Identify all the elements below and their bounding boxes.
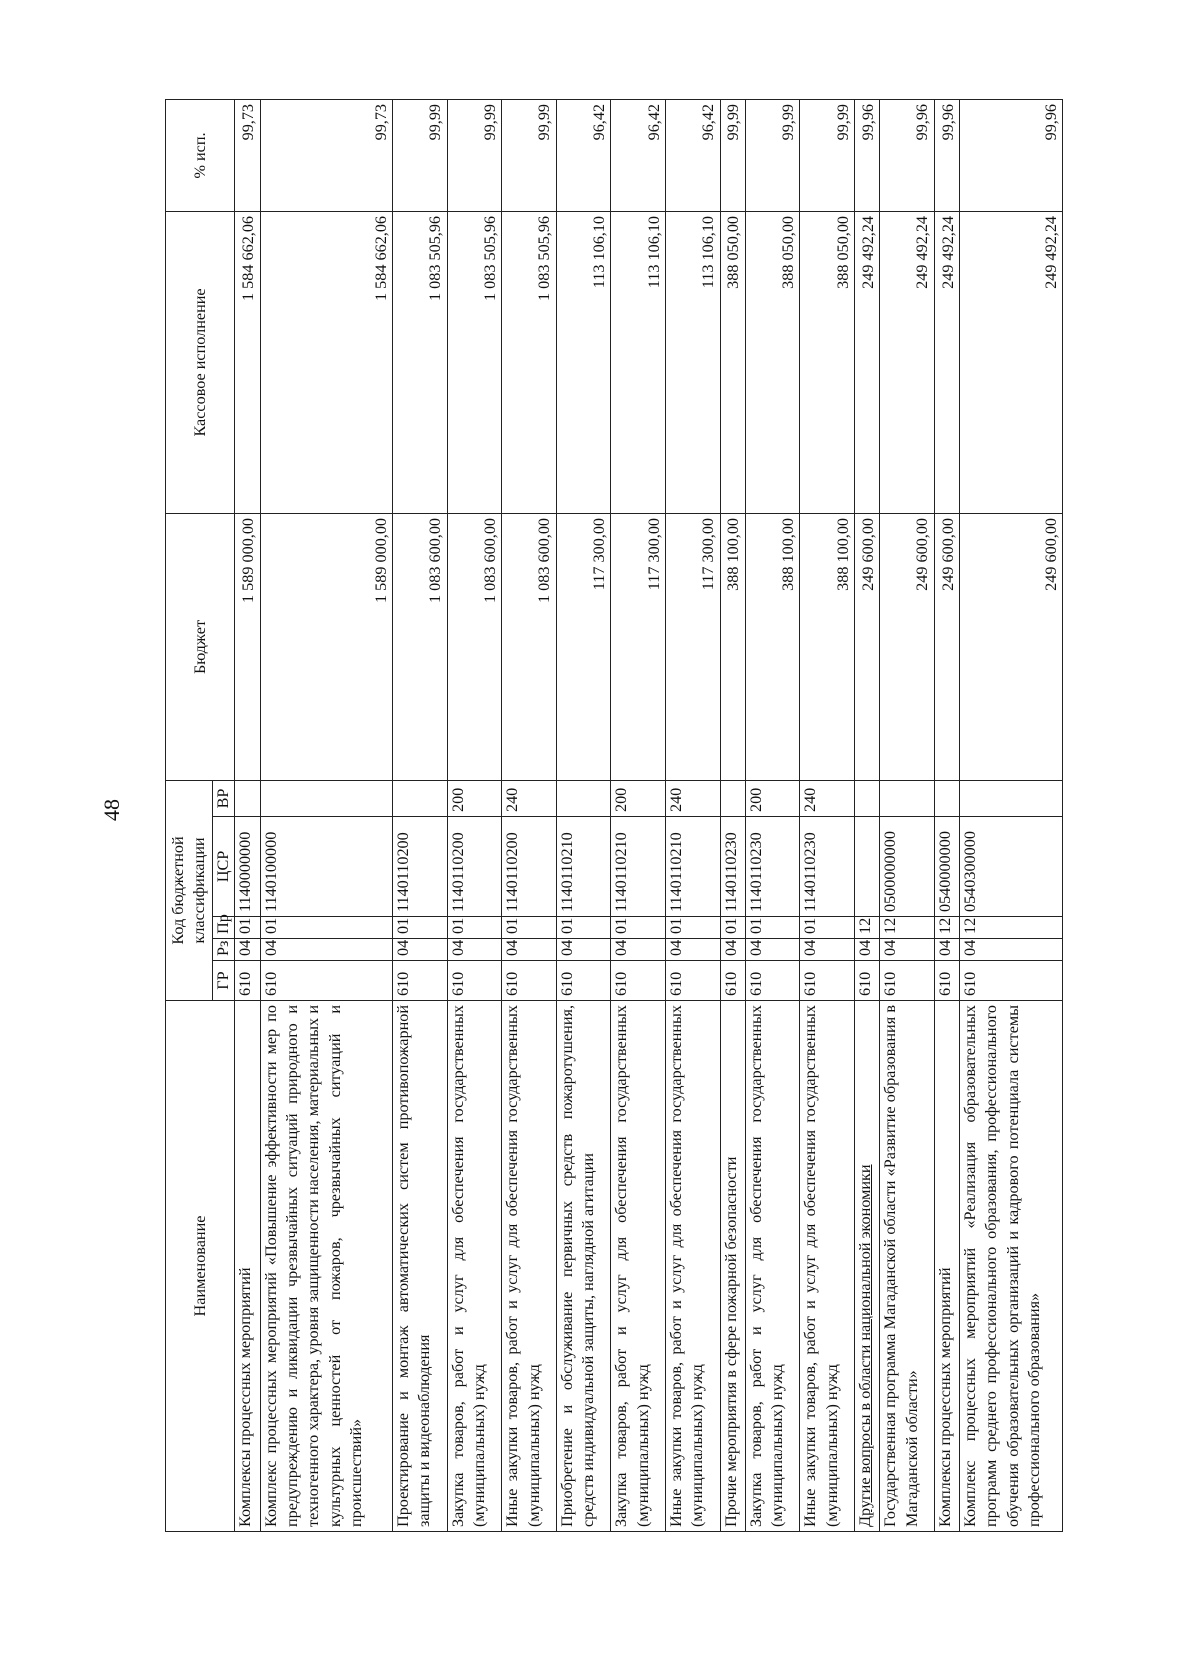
row-gr-cell: 610 bbox=[392, 961, 447, 1001]
row-rz-cell: 04 bbox=[235, 939, 260, 961]
row-budget-cell: 1 083 600,00 bbox=[447, 513, 502, 780]
row-percent-cell: 99,96 bbox=[934, 99, 959, 211]
header-vr: ВР bbox=[213, 780, 235, 816]
table-row bbox=[880, 99, 935, 1531]
row-csr-cell: 1140110230 bbox=[745, 817, 800, 917]
row-name-cell: Комплекс процессных мероприятий «Реализация образовательных программ среднего профессионального образования, профессионального обучения образовательных организаций и кадрового потенциала системы профессионального образования» bbox=[960, 1001, 1063, 1532]
row-budget-cell: 1 083 600,00 bbox=[502, 513, 557, 780]
row-cash-cell: 249 492,24 bbox=[960, 211, 1063, 513]
table-row bbox=[502, 99, 557, 1531]
table-row bbox=[960, 99, 1063, 1531]
row-rz-cell: 04 bbox=[447, 939, 502, 961]
row-pr-cell: 01 bbox=[556, 917, 611, 939]
header-code-group: Код бюджетной классификации bbox=[166, 780, 213, 1000]
row-vr-cell: 240 bbox=[502, 780, 557, 816]
row-gr-cell: 610 bbox=[854, 961, 879, 1001]
row-csr-cell: 1140110210 bbox=[556, 817, 611, 917]
row-gr-cell: 610 bbox=[720, 961, 745, 1001]
row-csr-cell: 0500000000 bbox=[880, 817, 935, 917]
row-vr-cell: 240 bbox=[665, 780, 720, 816]
row-vr-cell bbox=[260, 780, 392, 816]
row-percent-cell: 96,42 bbox=[611, 99, 666, 211]
row-budget-cell: 1 589 000,00 bbox=[235, 513, 260, 780]
row-csr-cell: 1140110210 bbox=[665, 817, 720, 917]
row-cash-cell: 113 106,10 bbox=[665, 211, 720, 513]
row-vr-cell: 200 bbox=[745, 780, 800, 816]
row-pr-cell: 01 bbox=[260, 917, 392, 939]
row-gr-cell: 610 bbox=[960, 961, 1063, 1001]
row-pr-cell: 12 bbox=[854, 917, 879, 939]
row-name-cell: Государственная программа Магаданской области «Развитие образования в Магаданской области» bbox=[880, 1001, 935, 1532]
table-row bbox=[392, 99, 447, 1531]
row-pr-cell: 01 bbox=[392, 917, 447, 939]
row-gr-cell: 610 bbox=[502, 961, 557, 1001]
table-body bbox=[235, 99, 1063, 1531]
row-name-cell: Комплекс процессных мероприятий «Повышение эффективности мер по предупреждению и ликвидации чрезвычайных ситуаций природного и техногенного характера, уровня защищенности населения, материальных и культурных ценностей от пожаров, чрезвычайных ситуаций и происшествий» bbox=[260, 1001, 392, 1532]
row-cash-cell: 249 492,24 bbox=[854, 211, 879, 513]
table-row bbox=[260, 99, 392, 1531]
row-csr-cell: 1140100000 bbox=[260, 817, 392, 917]
row-pr-cell: 01 bbox=[611, 917, 666, 939]
row-percent-cell: 99,99 bbox=[720, 99, 745, 211]
row-pr-cell: 12 bbox=[934, 917, 959, 939]
row-percent-cell: 99,99 bbox=[392, 99, 447, 211]
row-vr-cell bbox=[880, 780, 935, 816]
row-pr-cell: 12 bbox=[880, 917, 935, 939]
row-cash-cell: 1 083 505,96 bbox=[502, 211, 557, 513]
row-pr-cell: 01 bbox=[720, 917, 745, 939]
row-vr-cell bbox=[934, 780, 959, 816]
row-cash-cell: 388 050,00 bbox=[745, 211, 800, 513]
row-rz-cell: 04 bbox=[260, 939, 392, 961]
row-gr-cell: 610 bbox=[611, 961, 666, 1001]
row-vr-cell bbox=[556, 780, 611, 816]
table-row bbox=[611, 99, 666, 1531]
row-csr-cell: 1140000000 bbox=[235, 817, 260, 917]
row-name-cell: Комплексы процессных мероприятий bbox=[235, 1001, 260, 1532]
row-cash-cell: 249 492,24 bbox=[880, 211, 935, 513]
row-vr-cell bbox=[235, 780, 260, 816]
row-csr-cell: 1140110230 bbox=[800, 817, 855, 917]
row-rz-cell: 04 bbox=[720, 939, 745, 961]
row-pr-cell: 01 bbox=[447, 917, 502, 939]
row-name-cell: Закупка товаров, работ и услуг для обеспечения государственных (муниципальных) нужд bbox=[745, 1001, 800, 1532]
row-gr-cell: 610 bbox=[556, 961, 611, 1001]
row-budget-cell: 388 100,00 bbox=[745, 513, 800, 780]
row-percent-cell: 99,99 bbox=[502, 99, 557, 211]
row-name-cell: Иные закупки товаров, работ и услуг для обеспечения государственных (муниципальных) нужд bbox=[502, 1001, 557, 1532]
row-rz-cell: 04 bbox=[611, 939, 666, 961]
row-pr-cell: 01 bbox=[665, 917, 720, 939]
row-vr-cell bbox=[392, 780, 447, 816]
row-vr-cell bbox=[854, 780, 879, 816]
row-rz-cell: 04 bbox=[665, 939, 720, 961]
row-cash-cell: 388 050,00 bbox=[800, 211, 855, 513]
row-name-text: Другие вопросы в области национальной экономики bbox=[855, 1164, 874, 1527]
row-percent-cell: 99,73 bbox=[260, 99, 392, 211]
row-csr-cell: 1140110230 bbox=[720, 817, 745, 917]
header-csr: ЦСР bbox=[213, 817, 235, 917]
header-budget: Бюджет bbox=[166, 513, 235, 780]
row-percent-cell: 99,99 bbox=[800, 99, 855, 211]
row-vr-cell: 200 bbox=[447, 780, 502, 816]
row-percent-cell: 99,99 bbox=[745, 99, 800, 211]
row-gr-cell: 610 bbox=[665, 961, 720, 1001]
row-csr-cell: 0540000000 bbox=[934, 817, 959, 917]
row-percent-cell: 99,99 bbox=[447, 99, 502, 211]
row-budget-cell: 249 600,00 bbox=[960, 513, 1063, 780]
row-percent-cell: 99,96 bbox=[854, 99, 879, 211]
row-rz-cell: 04 bbox=[392, 939, 447, 961]
header-name: Наименование bbox=[166, 1001, 235, 1532]
row-vr-cell bbox=[960, 780, 1063, 816]
row-name-cell: Прочие мероприятия в сфере пожарной безопасности bbox=[720, 1001, 745, 1532]
table-row bbox=[745, 99, 800, 1531]
row-percent-cell: 96,42 bbox=[665, 99, 720, 211]
row-name-cell: Комплексы процессных мероприятий bbox=[934, 1001, 959, 1532]
row-gr-cell: 610 bbox=[260, 961, 392, 1001]
table-row bbox=[235, 99, 260, 1531]
table-row bbox=[800, 99, 855, 1531]
table-row bbox=[720, 99, 745, 1531]
row-gr-cell: 610 bbox=[235, 961, 260, 1001]
row-cash-cell: 113 106,10 bbox=[556, 211, 611, 513]
page-number: 48 bbox=[99, 799, 124, 821]
row-budget-cell: 117 300,00 bbox=[665, 513, 720, 780]
budget-execution-table bbox=[165, 99, 1063, 1532]
row-name-cell: Приобретение и обслуживание первичных средств пожаротушения, средств индивидуальной защиты, наглядной агитации bbox=[556, 1001, 611, 1532]
row-percent-cell: 99,96 bbox=[960, 99, 1063, 211]
row-cash-cell: 1 083 505,96 bbox=[447, 211, 502, 513]
table-row bbox=[556, 99, 611, 1531]
row-cash-cell: 1 584 662,06 bbox=[260, 211, 392, 513]
row-budget-cell: 249 600,00 bbox=[880, 513, 935, 780]
header-pr: Пр bbox=[213, 917, 235, 939]
header-percent: % исп. bbox=[166, 99, 235, 211]
row-percent-cell: 99,73 bbox=[235, 99, 260, 211]
row-cash-cell: 1 584 662,06 bbox=[235, 211, 260, 513]
row-gr-cell: 610 bbox=[745, 961, 800, 1001]
row-name-cell: Проектирование и монтаж автоматических систем противопожарной защиты и видеонаблюдения bbox=[392, 1001, 447, 1532]
row-vr-cell: 200 bbox=[611, 780, 666, 816]
row-gr-cell: 610 bbox=[447, 961, 502, 1001]
row-rz-cell: 04 bbox=[854, 939, 879, 961]
row-budget-cell: 249 600,00 bbox=[854, 513, 879, 780]
row-rz-cell: 04 bbox=[880, 939, 935, 961]
row-csr-cell: 1140110210 bbox=[611, 817, 666, 917]
row-rz-cell: 04 bbox=[934, 939, 959, 961]
row-budget-cell: 117 300,00 bbox=[556, 513, 611, 780]
row-csr-cell: 1140110200 bbox=[392, 817, 447, 917]
row-name-cell bbox=[854, 1001, 879, 1532]
row-budget-cell: 1 589 000,00 bbox=[260, 513, 392, 780]
row-budget-cell: 388 100,00 bbox=[800, 513, 855, 780]
row-percent-cell: 96,42 bbox=[556, 99, 611, 211]
table-row bbox=[447, 99, 502, 1531]
row-cash-cell: 113 106,10 bbox=[611, 211, 666, 513]
row-cash-cell: 249 492,24 bbox=[934, 211, 959, 513]
row-rz-cell: 04 bbox=[745, 939, 800, 961]
row-pr-cell: 01 bbox=[235, 917, 260, 939]
row-name-cell: Иные закупки товаров, работ и услуг для обеспечения государственных (муниципальных) нужд bbox=[800, 1001, 855, 1532]
row-name-cell: Закупка товаров, работ и услуг для обеспечения государственных (муниципальных) нужд bbox=[611, 1001, 666, 1532]
row-rz-cell: 04 bbox=[556, 939, 611, 961]
rotated-table-sheet bbox=[165, 100, 1063, 1532]
row-cash-cell: 1 083 505,96 bbox=[392, 211, 447, 513]
row-budget-cell: 388 100,00 bbox=[720, 513, 745, 780]
row-vr-cell bbox=[720, 780, 745, 816]
row-csr-cell: 1140110200 bbox=[502, 817, 557, 917]
row-percent-cell: 99,96 bbox=[880, 99, 935, 211]
row-budget-cell: 117 300,00 bbox=[611, 513, 666, 780]
row-rz-cell: 04 bbox=[960, 939, 1063, 961]
row-csr-cell bbox=[854, 817, 879, 917]
header-gr: ГР bbox=[213, 961, 235, 1001]
row-name-cell: Иные закупки товаров, работ и услуг для обеспечения государственных (муниципальных) нужд bbox=[665, 1001, 720, 1532]
row-pr-cell: 01 bbox=[502, 917, 557, 939]
table-row bbox=[854, 99, 879, 1531]
row-budget-cell: 249 600,00 bbox=[934, 513, 959, 780]
row-csr-cell: 1140110200 bbox=[447, 817, 502, 917]
row-pr-cell: 01 bbox=[800, 917, 855, 939]
row-pr-cell: 01 bbox=[745, 917, 800, 939]
row-gr-cell: 610 bbox=[934, 961, 959, 1001]
header-rz: Рз bbox=[213, 939, 235, 961]
row-gr-cell: 610 bbox=[880, 961, 935, 1001]
row-budget-cell: 1 083 600,00 bbox=[392, 513, 447, 780]
table-row bbox=[665, 99, 720, 1531]
row-name-cell: Закупка товаров, работ и услуг для обеспечения государственных (муниципальных) нужд bbox=[447, 1001, 502, 1532]
row-cash-cell: 388 050,00 bbox=[720, 211, 745, 513]
row-vr-cell: 240 bbox=[800, 780, 855, 816]
row-rz-cell: 04 bbox=[502, 939, 557, 961]
row-rz-cell: 04 bbox=[800, 939, 855, 961]
row-pr-cell: 12 bbox=[960, 917, 1063, 939]
table-row bbox=[934, 99, 959, 1531]
row-gr-cell: 610 bbox=[800, 961, 855, 1001]
row-csr-cell: 0540300000 bbox=[960, 817, 1063, 917]
header-cash-execution: Кассовое исполнение bbox=[166, 211, 235, 513]
